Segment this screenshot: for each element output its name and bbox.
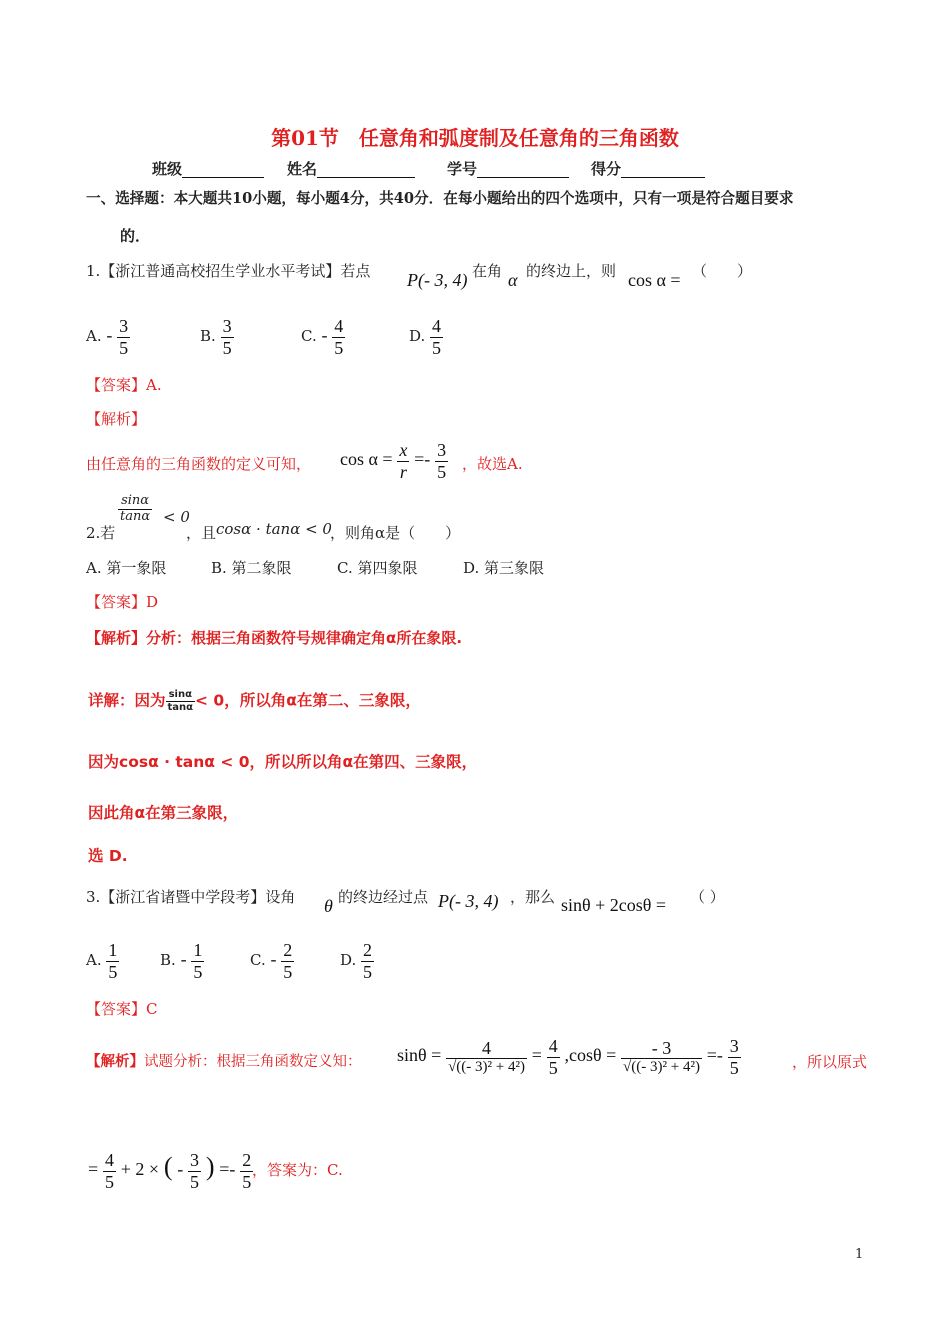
option-label: C. <box>301 327 317 346</box>
q2-detail1: 详解：因为 $\frac{\sin\alpha}{\tan\alpha}$ < 0，所以角α在第二、三象限， <box>88 689 421 713</box>
option-label: A. <box>86 327 102 346</box>
q2-answer: 【答案】D <box>86 593 159 611</box>
q2-option-d[interactable]: D. 第三象限 <box>463 559 545 577</box>
q2-detail4: 选 D. <box>88 847 128 865</box>
q2-lt: < 0 <box>163 508 190 526</box>
option-fraction: $\frac{1}{5}$ <box>193 940 203 982</box>
q1-answer: 【答案】A. <box>86 376 162 394</box>
option-fraction: $\frac{4}{5}$ <box>334 316 344 358</box>
q1-option-c[interactable] <box>301 316 345 358</box>
class-field <box>152 160 264 178</box>
q3-expr: sinθ + 2cosθ = <box>561 895 667 915</box>
q2-option-c[interactable]: C. 第四象限 <box>337 559 418 577</box>
q1-expr: cos α = <box>628 270 681 290</box>
option-sign: - <box>321 325 328 346</box>
score-field <box>591 160 705 178</box>
id-blank[interactable] <box>477 163 569 178</box>
id-field <box>447 160 569 178</box>
q2-option-b[interactable]: B. 第二象限 <box>211 559 292 577</box>
section-heading-line1: 一、选择题：本大题共10小题，每小题4分，共40分．在每小题给出的四个选项中，只有一项是符合题目要求 <box>86 190 794 207</box>
q3-analysis-math: sinθ = $\frac{4}{\text{√((- 3)² + 4²)}}$ = $\frac{4}{5}$ ,cosθ = $\frac{- 3}{\text{√((- 3)² + 4²)}}$ =- $\frac{3}{5}$ <box>397 1036 739 1078</box>
q2-prefix: 2.若 <box>86 524 116 542</box>
q2-condition: cosα · tanα < 0 <box>216 520 332 538</box>
score-blank[interactable] <box>621 163 705 178</box>
q3-mid: 的终边经过点 <box>338 888 429 906</box>
class-label: 班级 <box>152 160 183 178</box>
q2-mid: ，且 <box>186 524 217 542</box>
option-label: A. <box>86 951 102 970</box>
option-fraction: $\frac{2}{5}$ <box>283 940 293 982</box>
name-blank[interactable] <box>317 163 415 178</box>
id-label: 学号 <box>447 160 478 178</box>
q1-analysis-label: 【解析】 <box>86 410 147 428</box>
option-label: D. <box>409 327 426 346</box>
q3-answer: 【答案】C <box>86 1000 158 1018</box>
q3-option-b[interactable] <box>160 940 204 982</box>
page-number: 1 <box>855 1247 864 1262</box>
q2-analysis: 【解析】分析：根据三角函数符号规律确定角α所在象限. <box>86 629 463 647</box>
q2-fraction: $\frac{\sin\alpha}{\tan\alpha}$ <box>120 493 151 524</box>
option-fraction: $\frac{3}{5}$ <box>222 316 232 358</box>
option-label: B. <box>160 951 176 970</box>
q1-suffix: 的终边上，则 <box>526 262 617 280</box>
q3-analysis: 【解析】试题分析：根据三角函数定义知： <box>86 1053 362 1070</box>
q2-detail2: 因为cosα · tanα < 0，所以所以角α在第四、三象限， <box>88 753 478 771</box>
name-field <box>287 160 415 178</box>
option-fraction: $\frac{4}{5}$ <box>432 316 442 358</box>
q1-solution-end: ，故选A. <box>462 455 523 473</box>
q3-option-d[interactable] <box>340 940 374 982</box>
q1-var: α <box>508 270 518 290</box>
document-title: 第01节 任意角和弧度制及任意角的三角函数 <box>271 126 679 150</box>
q3-tail: ，所以原式 <box>792 1053 868 1071</box>
q1-option-b[interactable] <box>200 316 234 358</box>
score-label: 得分 <box>591 160 622 178</box>
q2-suffix: ，则角α是（ ） <box>330 524 461 542</box>
option-sign: - <box>270 949 277 970</box>
option-label: C. <box>250 951 266 970</box>
q1-solution-text: 由任意角的三角函数的定义可知， <box>86 455 312 473</box>
option-fraction: $\frac{1}{5}$ <box>108 940 118 982</box>
q1-mid: 在角 <box>472 262 503 280</box>
q2-detail3: 因此角α在第三象限， <box>88 804 239 822</box>
q3-mid2: ，那么 <box>510 888 556 906</box>
q1-prefix: 1.【浙江普通高校招生学业水平考试】若点 <box>86 262 371 280</box>
option-label: D. <box>340 951 357 970</box>
option-fraction: $\frac{3}{5}$ <box>119 316 129 358</box>
option-label: B. <box>200 327 216 346</box>
q3-paren: （ ） <box>690 888 725 906</box>
q2-option-a[interactable]: A. 第一象限 <box>86 559 167 577</box>
q1-point: P(- 3, 4) <box>407 270 468 290</box>
section-heading-line2: 的． <box>120 227 151 245</box>
option-sign: - <box>180 949 187 970</box>
option-fraction: $\frac{2}{5}$ <box>363 940 373 982</box>
q3-prefix: 3.【浙江省诸暨中学段考】设角 <box>86 888 296 906</box>
q3-var: θ <box>324 896 333 916</box>
q3-option-a[interactable] <box>86 940 119 982</box>
q3-point: P(- 3, 4) <box>438 891 499 911</box>
class-blank[interactable] <box>182 163 264 178</box>
q3-final-tail: ，答案为：C. <box>252 1161 343 1179</box>
q3-option-c[interactable] <box>250 940 294 982</box>
q1-option-a[interactable] <box>86 316 130 358</box>
q3-final-math: = $\frac{4}{5}$ + 2 × ( - $\frac{3}{5}$ ) =- $\frac{2}{5}$ <box>88 1150 252 1192</box>
q1-paren: （ ） <box>692 262 753 280</box>
option-sign: - <box>106 325 113 346</box>
q1-option-d[interactable] <box>409 316 443 358</box>
q1-solution-math: cos α = $\frac{x}{r}$ =- $\frac{3}{5}$ <box>340 440 447 482</box>
name-label: 姓名 <box>287 160 318 178</box>
